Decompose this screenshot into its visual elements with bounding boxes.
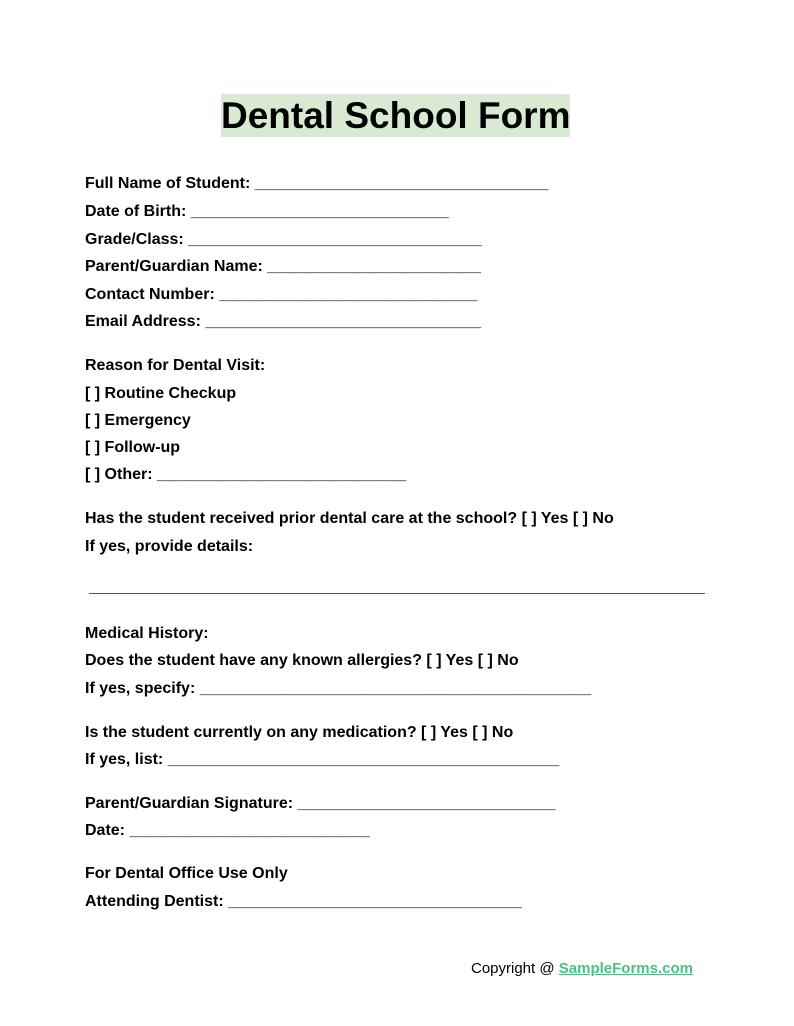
copyright-prefix: Copyright @ bbox=[471, 960, 559, 977]
reason-other-checkbox[interactable]: [ ] Other: ____________________________ bbox=[85, 466, 407, 483]
allergies-question[interactable]: Does the student have any known allergies? [ ] Yes [ ] No bbox=[85, 652, 519, 669]
attending-dentist-field[interactable]: Attending Dentist: _________________________________ bbox=[85, 893, 522, 910]
signature-date-field[interactable]: Date: ___________________________ bbox=[85, 822, 370, 839]
reason-heading: Reason for Dental Visit: bbox=[85, 357, 266, 374]
prior-care-question[interactable]: Has the student received prior dental care at the school? [ ] Yes [ ] No bbox=[85, 510, 614, 527]
grade-field[interactable]: Grade/Class: _________________________________ bbox=[85, 231, 482, 248]
full-name-field[interactable]: Full Name of Student: _________________________________ bbox=[85, 175, 549, 192]
guardian-signature-field[interactable]: Parent/Guardian Signature: _____________________________ bbox=[85, 795, 556, 812]
copyright-footer bbox=[471, 960, 693, 978]
reason-routine-checkbox[interactable]: [ ] Routine Checkup bbox=[85, 385, 237, 402]
reason-followup-checkbox[interactable]: [ ] Follow-up bbox=[85, 439, 181, 456]
prior-care-details-label: If yes, provide details: bbox=[85, 538, 254, 555]
contact-number-field[interactable]: Contact Number: _____________________________ bbox=[85, 286, 478, 303]
form-title: Dental School Form bbox=[221, 95, 571, 136]
guardian-name-field[interactable]: Parent/Guardian Name: ________________________ bbox=[85, 258, 481, 275]
details-answer-line[interactable] bbox=[89, 593, 705, 594]
office-use-heading: For Dental Office Use Only bbox=[85, 865, 288, 882]
reason-emergency-checkbox[interactable]: [ ] Emergency bbox=[85, 412, 191, 429]
sampleforms-link[interactable]: SampleForms.com bbox=[558, 960, 693, 977]
medication-list-field[interactable]: If yes, list: ____________________________________________ bbox=[85, 751, 560, 768]
email-field[interactable]: Email Address: _______________________________ bbox=[85, 313, 482, 330]
medication-question[interactable]: Is the student currently on any medication? [ ] Yes [ ] No bbox=[85, 724, 514, 741]
medical-history-heading: Medical History: bbox=[85, 625, 209, 642]
allergies-specify-field[interactable]: If yes, specify: ____________________________________________ bbox=[85, 680, 592, 697]
dob-field[interactable]: Date of Birth: _____________________________ bbox=[85, 203, 449, 220]
